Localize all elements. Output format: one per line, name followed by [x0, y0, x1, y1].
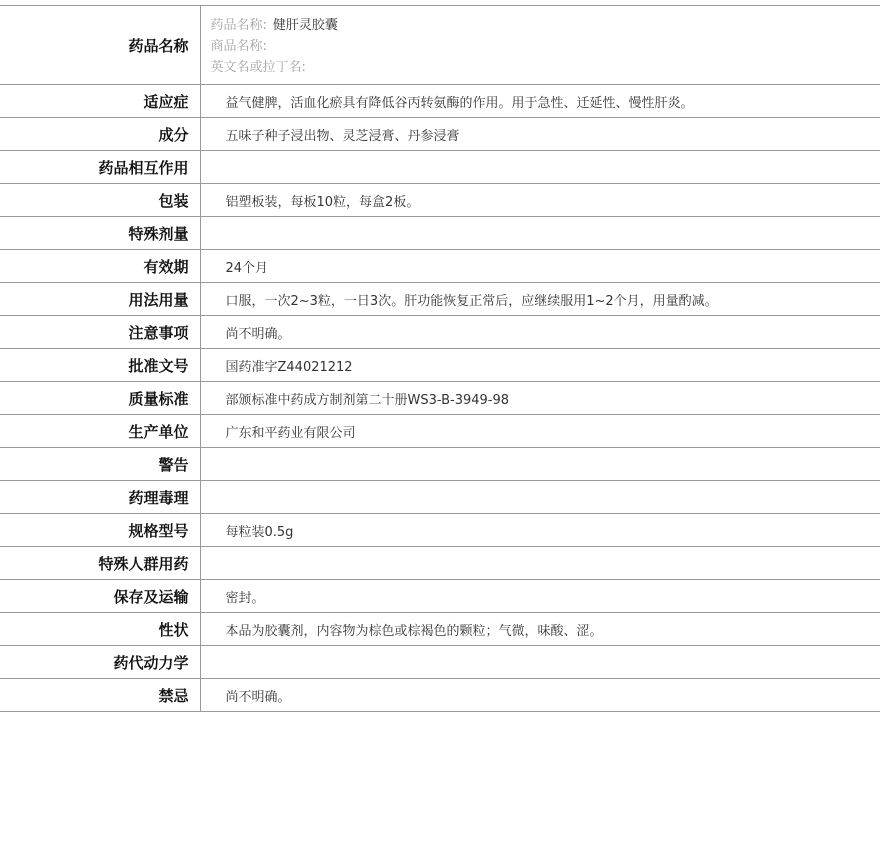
row-label: 批准文号: [0, 349, 200, 382]
table-row-drug-names: [0, 6, 880, 85]
row-label: 特殊人群用药: [0, 547, 200, 580]
row-label: 包装: [0, 184, 200, 217]
row-value: 密封。: [225, 590, 265, 606]
row-value: [200, 646, 880, 679]
latin-name-key: 英文名或拉丁名:: [210, 60, 306, 75]
row-label: 规格型号: [0, 514, 200, 547]
row-value: 24个月: [225, 260, 269, 276]
table-row: [0, 481, 880, 514]
drug-names-cell: [200, 6, 880, 85]
table-row: [0, 349, 880, 382]
row-value: 口服，一次2~3粒，一日3次。肝功能恢复正常后，应继续服用1~2个月，用量酌减。: [225, 293, 718, 309]
row-label: 药代动力学: [0, 646, 200, 679]
row-value: [200, 151, 880, 184]
row-value: [200, 481, 880, 514]
row-value: 每粒装0.5g: [225, 524, 294, 540]
row-label: 性状: [0, 613, 200, 646]
generic-name-line: [211, 15, 880, 36]
table-row: [0, 415, 880, 448]
table-row: [0, 184, 880, 217]
drug-info-table: [0, 5, 880, 712]
row-label: 警告: [0, 448, 200, 481]
row-label: 药品名称: [0, 6, 200, 85]
row-label: 生产单位: [0, 415, 200, 448]
table-row: [0, 448, 880, 481]
row-label: 特殊剂量: [0, 217, 200, 250]
table-row: [0, 151, 880, 184]
table-row: [0, 613, 880, 646]
row-label: 药理毒理: [0, 481, 200, 514]
table-row: [0, 547, 880, 580]
table-row: [0, 580, 880, 613]
table-row: [0, 217, 880, 250]
row-value: 本品为胶囊剂，内容物为棕色或棕褐色的颗粒；气微，味酸、涩。: [225, 623, 603, 639]
row-value: 铝塑板装，每板10粒，每盒2板。: [225, 194, 420, 210]
row-value: 五味子种子浸出物、灵芝浸膏、丹参浸膏: [225, 128, 460, 144]
row-label: 保存及运输: [0, 580, 200, 613]
trade-name-line: [211, 36, 880, 57]
row-value: 国药准字Z44021212: [225, 359, 353, 375]
row-value: [200, 448, 880, 481]
table-row: [0, 646, 880, 679]
table-row: [0, 250, 880, 283]
row-value: 尚不明确。: [225, 689, 291, 705]
table-row: [0, 514, 880, 547]
row-label: 用法用量: [0, 283, 200, 316]
table-row: [0, 85, 880, 118]
table-row: [0, 316, 880, 349]
row-value: 部颁标准中药成方制剂第二十册WS3-B-3949-98: [225, 392, 510, 408]
latin-name-line: [211, 57, 880, 78]
table-row: [0, 382, 880, 415]
generic-name-value: 健肝灵胶囊: [272, 18, 338, 33]
table-row: [0, 679, 880, 712]
row-label: 药品相互作用: [0, 151, 200, 184]
row-label: 质量标准: [0, 382, 200, 415]
row-value: [200, 217, 880, 250]
row-value: 益气健脾，活血化瘀具有降低谷丙转氨酶的作用。用于急性、迁延性、慢性肝炎。: [225, 95, 694, 111]
table-row: [0, 118, 880, 151]
row-label: 成分: [0, 118, 200, 151]
row-value: 广东和平药业有限公司: [225, 425, 356, 441]
trade-name-key: 商品名称:: [210, 39, 267, 54]
row-label: 适应症: [0, 85, 200, 118]
row-value: [200, 547, 880, 580]
row-label: 禁忌: [0, 679, 200, 712]
row-label: 注意事项: [0, 316, 200, 349]
table-row: [0, 283, 880, 316]
row-label: 有效期: [0, 250, 200, 283]
row-value: 尚不明确。: [225, 326, 291, 342]
generic-name-key: 药品名称:: [210, 18, 267, 33]
